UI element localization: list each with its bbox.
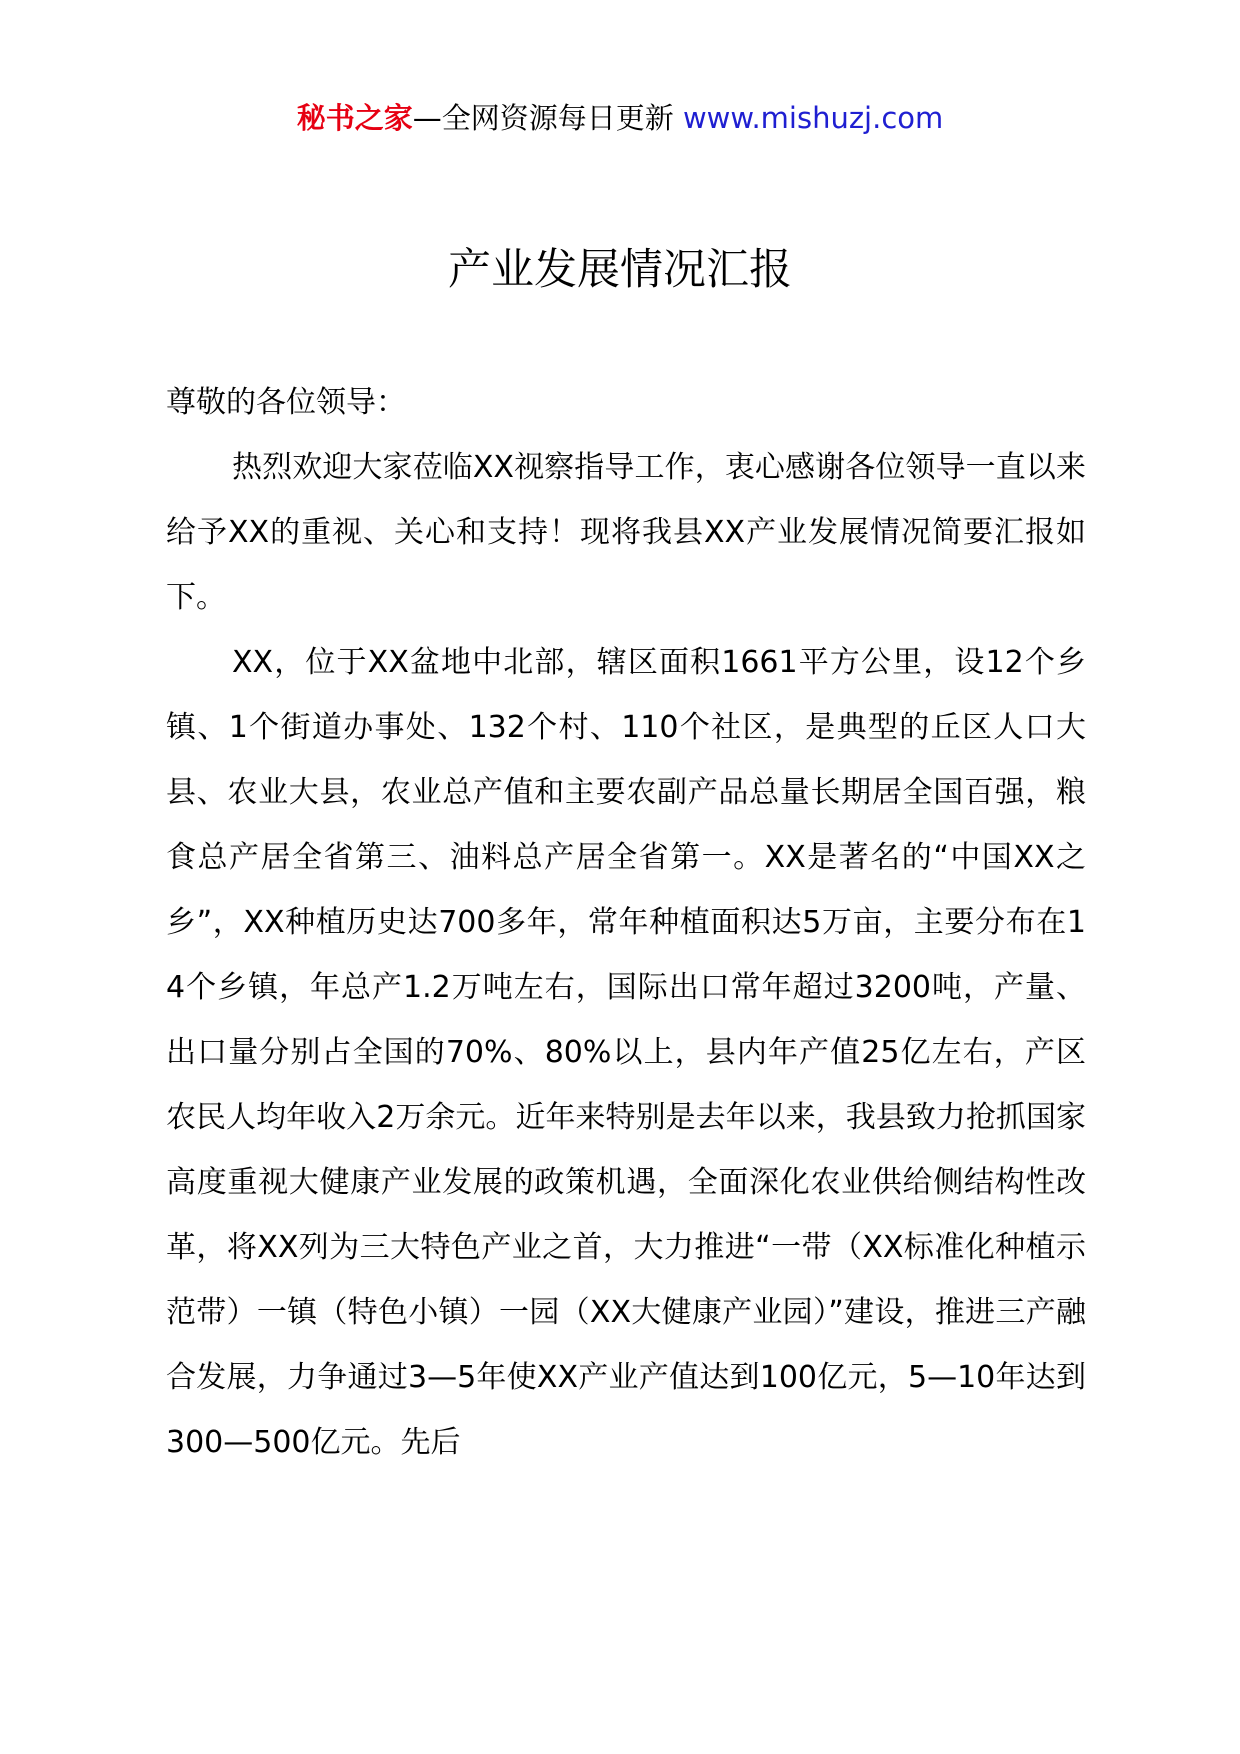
paragraph-intro: 热烈欢迎大家莅临XX视察指导工作，衷心感谢各位领导一直以来给予XX的重视、关心和支持！现将我县XX产业发展情况简要汇报如下。 bbox=[166, 450, 1086, 615]
paragraph-overview: XX，位于XX盆地中北部，辖区面积1661平方公里，设12个乡镇、1个街道办事处、132个村、110个社区，是典型的丘区人口大县、农业大县，农业总产值和主要农副产品总量长期居全国百强，粮食总产居全省第三、油料总产居全省第一。XX是著名的“中国XX之乡”，XX种植历史达700多年，常年种植面积达5万亩，主要分布在14个乡镇，年总产1.2万吨左右，国际出口常年超过3200吨，产量、出口量分别占全国的70%、80%以上，县内年产值25亿左右，产区农民人均年收入2万余元。近年来特别是去年以来，我县致力抢抓国家高度重视大健康产业发展的政策机遇，全面深化农业供给侧结构性改革，将XX列为三大特色产业之首，大力推进“一带（XX标准化种植示范带）一镇（特色小镇）一园（XX大健康产业园）”建设，推进三产融合发展，力争通过3—5年使XX产业产值达到100亿元，5—10年达到300—500亿元。先后 bbox=[166, 645, 1086, 1460]
document-title: 产业发展情况汇报 bbox=[448, 245, 792, 295]
document-body bbox=[166, 370, 1086, 1475]
salutation: 尊敬的各位领导： bbox=[166, 385, 406, 420]
site-brand: 秘书之家 bbox=[296, 101, 413, 135]
site-header bbox=[0, 98, 1240, 138]
site-url-link[interactable]: www.mishuzj.com bbox=[682, 101, 944, 135]
site-tagline: —全网资源每日更新 bbox=[412, 101, 683, 135]
